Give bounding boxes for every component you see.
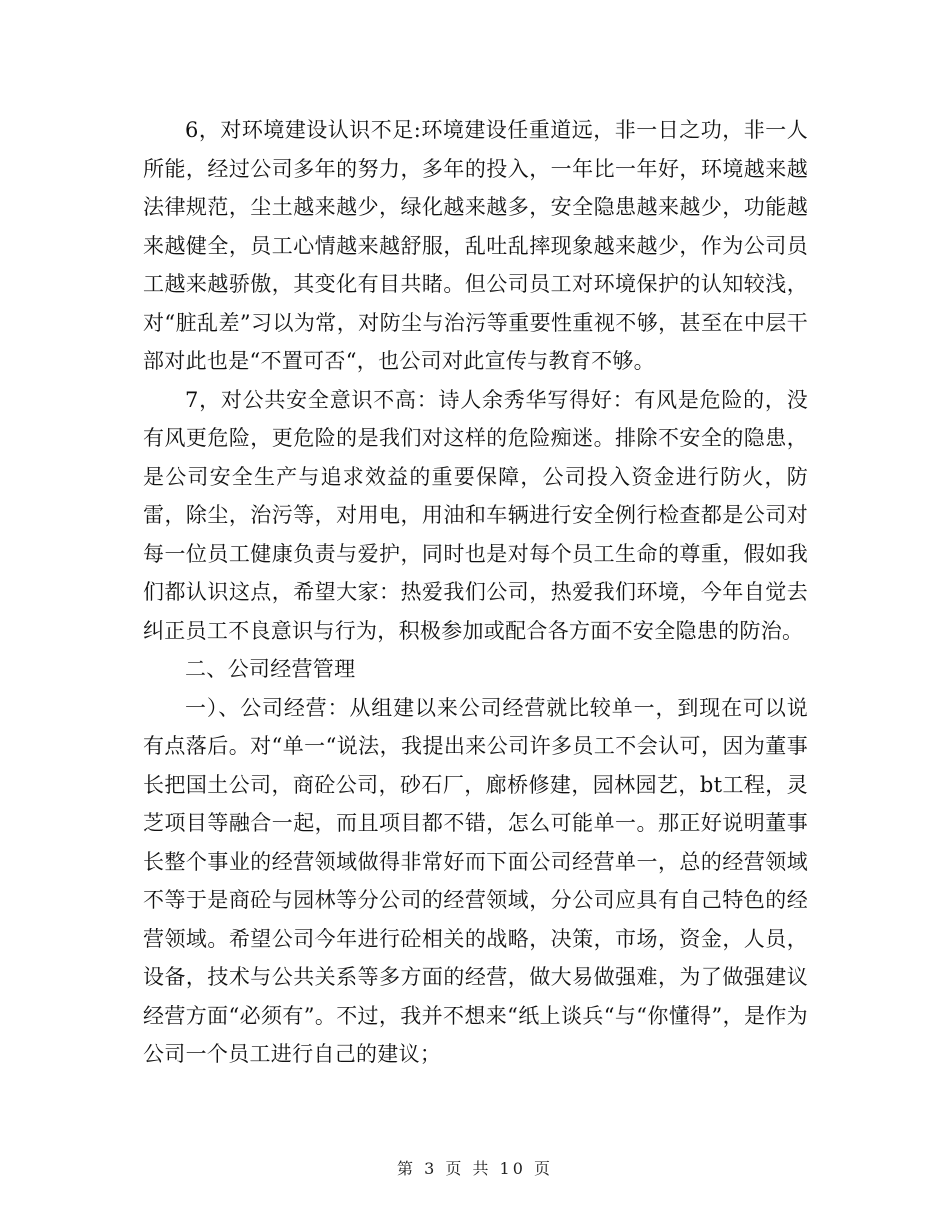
paragraph-environment: 6，对环境建设认识不足:环境建设任重道远，非一日之功，非一人所能，经过公司多年的努力，多年的投入，一年比一年好，环境越来越法律规范，尘土越来越少，绿化越来越多，安全隐患越来越少，功能越来越健全，员工心情越来越舒服，乱吐乱摔现象越来越少，作为公司员工越来越骄傲，其变化有目共睹。但公司员工对环境保护的认知较浅，对“脏乱差”习以为常，对防尘与治污等重要性重视不够，甚至在中层干部对此也是“不置可否“，也公司对此宣传与教育不够。 bbox=[143, 118, 808, 373]
page-footer: 第 3 页 共 10 页 bbox=[397, 1159, 553, 1178]
paragraph-public-safety: 7，对公共安全意识不高：诗人余秀华写得好：有风是危险的，没有风更危险，更危险的是我们对这样的危险痴迷。排除不安全的隐患，是公司安全生产与追求效益的重要保障，公司投入资金进行防火，防雷，除尘，治污等，对用电，用油和车辆进行安全例行检查都是公司对每一位员工健康负责与爱护，同时也是对每个员工生命的尊重，假如我们都认识这点，希望大家：热爱我们公司，热爱我们环境，今年自觉去纠正员工不良意识与行为，积极参加或配合各方面不安全隐患的防治。 bbox=[143, 387, 808, 643]
section-heading-management: 二、公司经营管理 bbox=[185, 657, 356, 681]
paragraph-company-operations: 一）、公司经营：从组建以来公司经营就比较单一，到现在可以说有点落后。对“单一“说法，我提出来公司许多员工不会认可，因为董事长把国土公司，商砼公司，砂石厂，廊桥修建，园林园艺，bt工程，灵芝项目等融合一起，而且项目都不错，怎么可能单一。那正好说明董事长整个事业的经营领域做得非常好而下面公司经营单一，总的经营领域不等于是商砼与园林等分公司的经营领域，分公司应具有自己特色的经营领域。希望公司今年进行砼相关的战略，决策，市场，资金，人员，设备，技术与公共关系等多方面的经营，做大易做强难，为了做强建议经营方面“必须有”。不过，我并不想来“纸上谈兵“与“你懂得”，是作为公司一个员工进行自己的建议； bbox=[143, 695, 808, 1066]
document-body bbox=[143, 111, 808, 1074]
